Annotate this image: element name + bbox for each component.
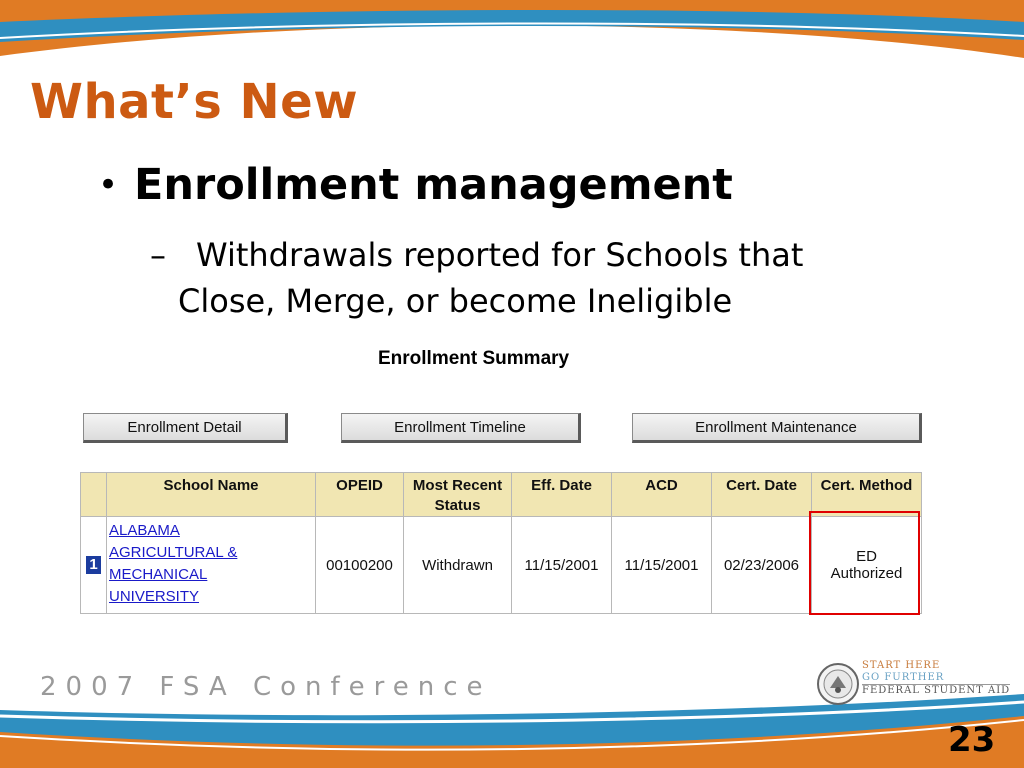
cert-date-cell: 02/23/2006 <box>712 517 812 614</box>
school-name-line: AGRICULTURAL & <box>109 544 238 561</box>
cert-method-highlight-box <box>809 511 920 615</box>
enrollment-summary-table <box>80 472 922 614</box>
header-most-recent-status: Most Recent Status <box>404 473 512 517</box>
status-cell: Withdrawn <box>404 517 512 614</box>
enrollment-detail-button[interactable]: Enrollment Detail <box>83 413 288 443</box>
school-name-line: UNIVERSITY <box>109 588 200 605</box>
header-cert-date: Cert. Date <box>712 473 812 517</box>
opeid-cell: 00100200 <box>316 517 404 614</box>
conference-label: 2007 FSA Conference <box>40 672 492 702</box>
cert-method-line-1: ED <box>856 548 877 565</box>
fsa-logo <box>816 660 1016 708</box>
header-cert-method: Cert. Method <box>812 473 922 517</box>
logo-text <box>862 660 1010 697</box>
bullet-dot-icon: • <box>98 165 119 205</box>
department-seal-icon <box>816 662 860 706</box>
bullet-enrollment-management <box>98 160 733 210</box>
header-eff-date: Eff. Date <box>512 473 612 517</box>
logo-line-1: START HERE <box>862 660 941 671</box>
top-decorative-band <box>0 0 1024 70</box>
row-index-cell <box>81 517 107 614</box>
dash-icon: – <box>150 236 166 274</box>
enrollment-summary-title: Enrollment Summary <box>378 348 570 369</box>
eff-date-cell: 11/15/2001 <box>512 517 612 614</box>
school-name-cell <box>107 517 316 614</box>
slide-number: 23 <box>948 720 996 760</box>
header-index <box>81 473 107 517</box>
enrollment-maintenance-button[interactable]: Enrollment Maintenance <box>632 413 922 443</box>
school-name-line: ALABAMA <box>109 522 180 539</box>
school-name-line: MECHANICAL <box>109 566 208 583</box>
cert-method-line-2: Authorized <box>830 565 903 582</box>
header-opeid: OPEID <box>316 473 404 517</box>
table-row <box>81 517 922 614</box>
row-number-badge[interactable]: 1 <box>86 556 100 574</box>
acd-cell: 11/15/2001 <box>612 517 712 614</box>
header-school-name: School Name <box>107 473 316 517</box>
enrollment-timeline-button[interactable]: Enrollment Timeline <box>341 413 581 443</box>
sub-bullet-withdrawals <box>150 232 980 324</box>
bullet-text: Enrollment management <box>134 160 733 210</box>
slide-title: What’s New <box>30 74 359 130</box>
school-name-link[interactable] <box>109 522 237 605</box>
logo-line-2: GO FURTHER <box>862 672 945 683</box>
logo-line-3: FEDERAL STUDENT AID <box>862 685 1011 696</box>
table-header-row <box>81 473 922 517</box>
header-acd: ACD <box>612 473 712 517</box>
sub-bullet-line-1: Withdrawals reported for Schools that <box>196 236 804 274</box>
sub-bullet-line-2: Close, Merge, or become Ineligible <box>178 282 733 320</box>
